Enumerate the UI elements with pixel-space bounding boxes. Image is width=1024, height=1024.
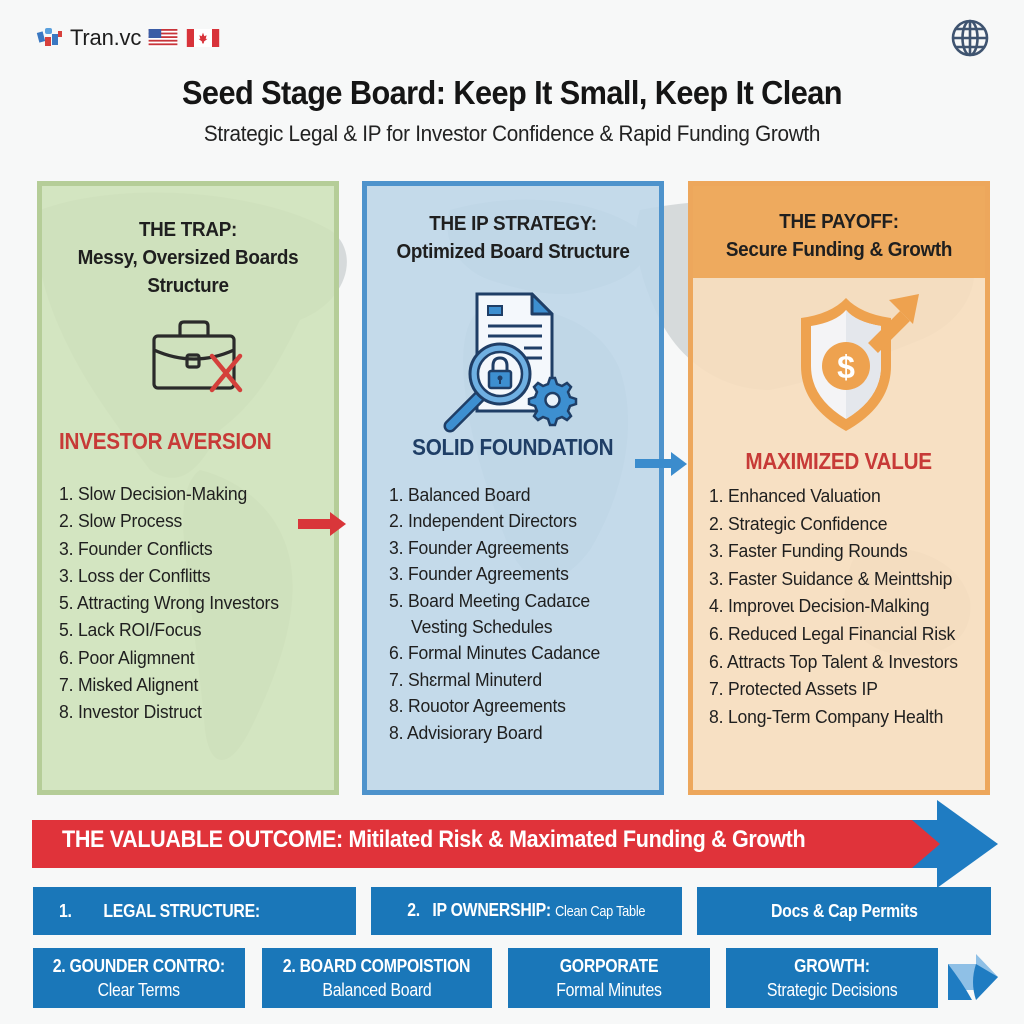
- blue-flow-arrow-icon: [633, 450, 689, 478]
- list-item: 2. Strategic Confidence: [709, 512, 888, 534]
- list-item: Vesting Schedules: [411, 616, 553, 638]
- list-item: 2. Independent Directors: [389, 510, 577, 532]
- page-subtitle: Strategic Legal & IP for Investor Confidence & Rapid Funding Growth: [203, 121, 821, 146]
- list-item: 3. Faster Funding Rounds: [709, 540, 908, 562]
- list-item: 5. Attracting Wrong Investors: [59, 592, 279, 614]
- payoff-subheading: MAXIMIZED VALUE: [745, 448, 933, 474]
- list-item: 1. Balanced Board: [389, 484, 531, 505]
- list-item: 3. Loss der Conflitts: [59, 564, 211, 586]
- list-item: 7. Misked Alignent: [59, 674, 199, 696]
- strategy-subheading: SOLID FOUNDATION: [412, 434, 614, 460]
- brand-name: Tran.vc: [70, 25, 142, 50]
- payoff-card: [688, 181, 990, 795]
- list-item: 1. Enhanced Valuation: [709, 485, 881, 506]
- next-arrow-icon[interactable]: [946, 952, 1000, 1002]
- list-item: 4. Improveɩ Decision-Malking: [709, 595, 930, 617]
- tile-corporate[interactable]: GORPORATE Formal Minutes: [508, 948, 710, 1008]
- trap-subheading: INVESTOR AVERSION: [59, 428, 272, 454]
- tile-ip-ownership[interactable]: 2. IP OWNERSHIP: Clean Cap Table: [371, 887, 682, 935]
- page-title: Seed Stage Board: Keep It Small, Keep It Clean: [182, 74, 842, 111]
- list-item: 3. Founder Agreements: [389, 563, 569, 585]
- list-item: 8. Long-Term Company Health: [709, 705, 944, 727]
- tile-board-composition[interactable]: 2. BOARD COMPOISTION Balanced Board: [262, 948, 492, 1008]
- list-item: 8. Advisiorary Board: [389, 721, 543, 743]
- tile-legal-structure[interactable]: 1. LEGAL STRUCTURE:: [33, 887, 356, 935]
- tran-vc-logo-icon: [36, 26, 64, 50]
- tile-founder-control[interactable]: 2. GOUNDER CONTRO: Clear Terms: [33, 948, 245, 1008]
- list-item: 6. Formal Minutes Cadance: [389, 642, 601, 664]
- payoff-list: [709, 482, 1001, 730]
- list-item: 3. Faster Suidance & Meinttship: [709, 567, 953, 589]
- outcome-banner-text: THE VALUABLE OUTCOME: Mitilated Risk & Maximated Funding & Growth: [62, 826, 806, 853]
- globe-icon[interactable]: [950, 18, 990, 58]
- document-lock-magnifier-gear-icon: [432, 286, 582, 436]
- red-flow-arrow-icon: [296, 510, 348, 538]
- strategy-card: [362, 181, 664, 795]
- tile-docs-cap-permits[interactable]: Docs & Cap Permits: [697, 887, 991, 935]
- list-item: 3. Founder Agreements: [389, 536, 569, 558]
- list-item: 1. Slow Decision-Making: [59, 483, 248, 504]
- strategy-list: [389, 482, 681, 746]
- shield-dollar-growth-arrow-icon: [781, 286, 921, 436]
- list-item: 6. Reduced Legal Financial Risk: [709, 622, 956, 644]
- list-item: 8. Investor Distruct: [59, 701, 202, 723]
- list-item: 7. Protected Assets IP: [709, 678, 878, 700]
- list-item: 5. Lack ROI/Focus: [59, 619, 202, 641]
- briefcase-x-icon: [142, 318, 252, 398]
- payoff-heading: THE PAYOFF: Secure Funding & Growth: [725, 210, 953, 261]
- list-item: 6. Poor Aligmnent: [59, 646, 195, 668]
- list-item: 2. Slow Process: [59, 510, 183, 532]
- list-item: 7. Shɛrmal Minuterd: [389, 668, 542, 690]
- trap-card: [37, 181, 339, 795]
- us-flag-icon: [147, 29, 179, 47]
- svg-text:$: $: [837, 349, 855, 385]
- brand-header[interactable]: [36, 24, 221, 52]
- trap-heading: THE TRAP: Messy, Oversized Boards Structure: [77, 218, 299, 297]
- list-item: 5. Board Meeting Cadaɪce: [389, 589, 591, 611]
- list-item: 3. Founder Conflicts: [59, 537, 213, 559]
- strategy-heading: THE IP STRATEGY: Optimized Board Structure: [396, 212, 630, 263]
- canada-flag-icon: [185, 29, 221, 47]
- tile-growth[interactable]: GROWTH: Strategic Decisions: [726, 948, 938, 1008]
- list-item: 6. Attracts Top Talent & Investors: [709, 650, 958, 672]
- list-item: 8. Rouotor Agreements: [389, 695, 566, 717]
